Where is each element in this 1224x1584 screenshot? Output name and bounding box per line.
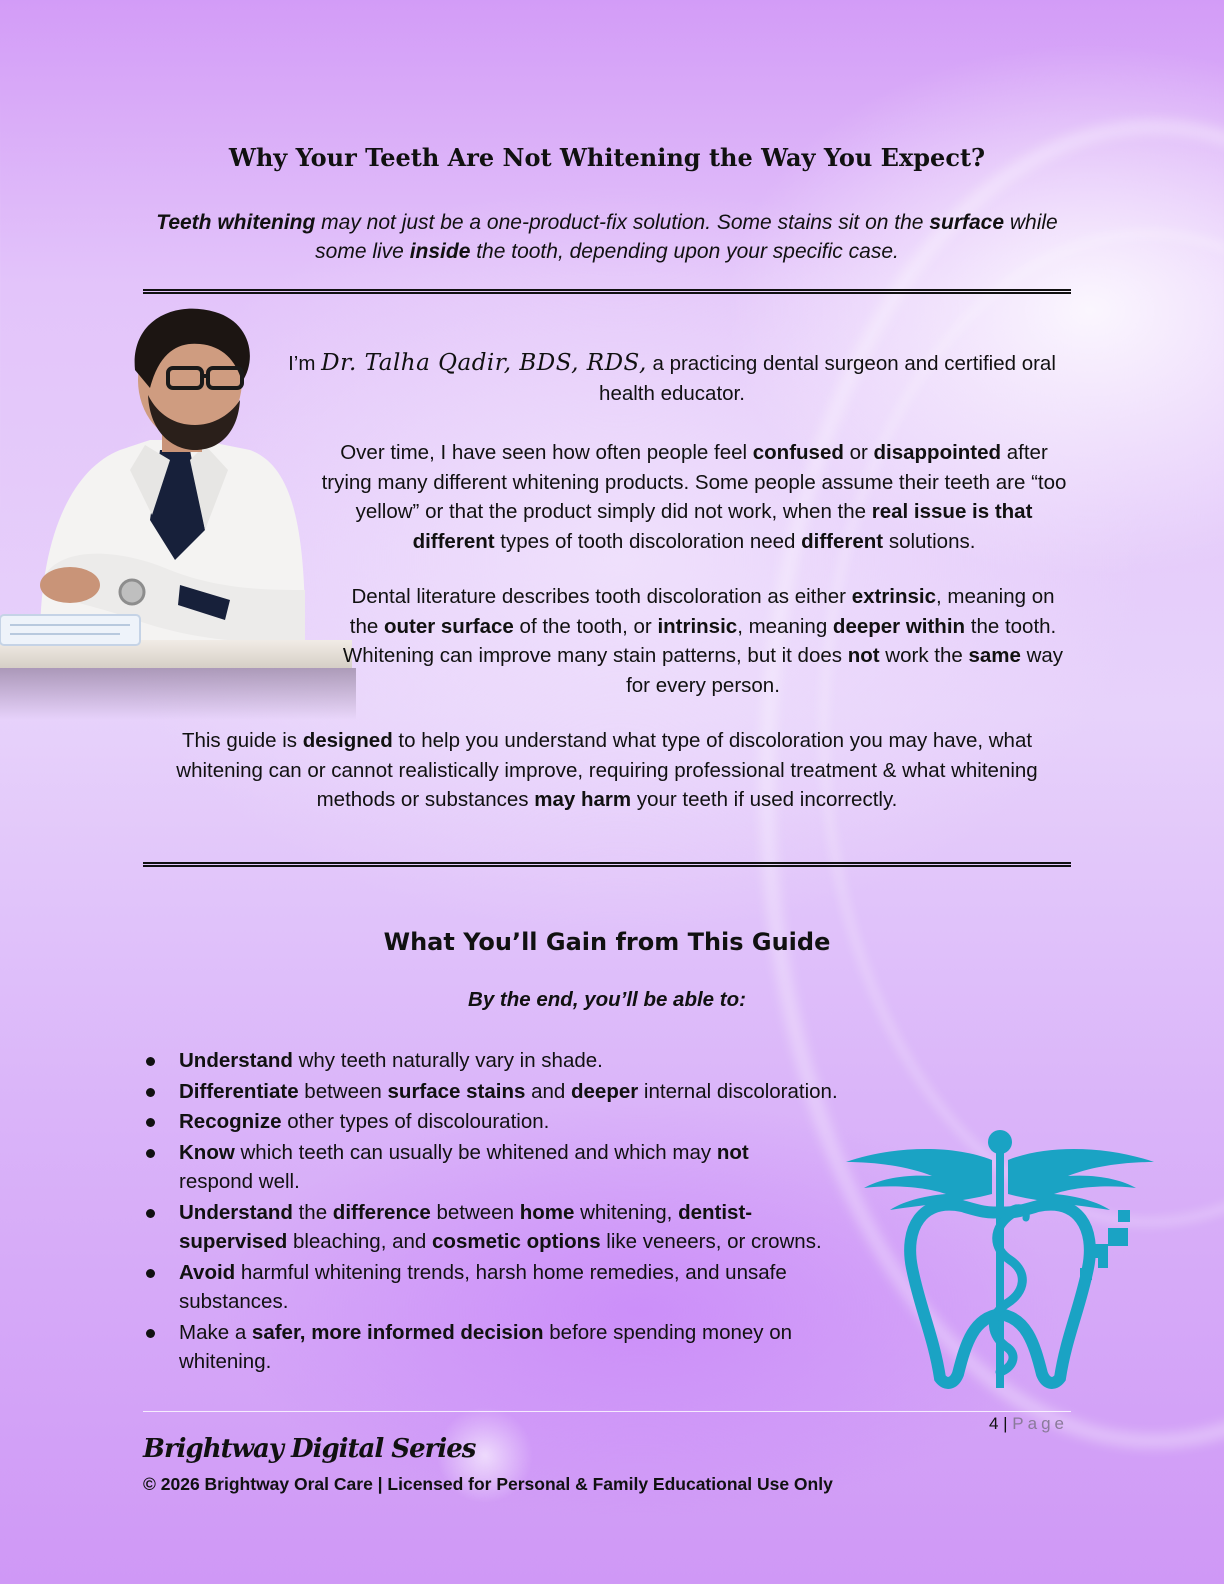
- guide-purpose-paragraph: This guide is designed to help you understand what type of discoloration you may have, what whitening can or cannot realistically improve, requiring professional treatment & what whitening methods or substances may harm your teeth if used incorrectly.: [176, 729, 1038, 811]
- bullet-icon: [146, 1088, 155, 1097]
- bullet-icon: [146, 1057, 155, 1066]
- bullet-icon: [146, 1149, 155, 1158]
- literature-paragraph: Dental literature describes tooth discoloration as either extrinsic, meaning on the outer surface of the tooth, or intrinsic, meaning deeper within the tooth. Whitening can improve many stain patterns, but it does not work the same way for every person.: [342, 585, 1064, 697]
- copyright-notice: © 2026 Brightway Oral Care | Licensed for Personal & Family Educational Use Only: [143, 1474, 833, 1494]
- footer-divider: [143, 1411, 1071, 1412]
- intro-text: Teeth whitening may not just be a one-product-fix solution. Some stains sit on the surface while some live inside the tooth, depending upon your specific case.: [156, 211, 1058, 263]
- experience-paragraph: Over time, I have seen how often people feel confused or disappointed after trying many different whitening products. Some people assume their teeth are “too yellow” or that the product simply did not work, when the real issue is that different types of tooth discoloration need different solutions.: [321, 441, 1067, 553]
- bullet-icon: [146, 1329, 155, 1338]
- bio-paragraph: I’m Dr. Talha Qadir, BDS, RDS, a practicing dental surgeon and certified oral health educator.: [288, 350, 1056, 405]
- list-item: Know which teeth can usually be whitened and which may not respond well.: [143, 1138, 819, 1197]
- section-subheading: By the end, you’ll be able to:: [468, 988, 746, 1011]
- series-title: Brightway Digital Series: [143, 1434, 476, 1464]
- bullet-icon: [146, 1269, 155, 1278]
- list-item: Differentiate between surface stains and deeper internal discoloration.: [143, 1077, 863, 1107]
- caduceus-tooth-logo-icon: [842, 1128, 1158, 1390]
- list-item: Make a safer, more informed decision before spending money on whitening.: [143, 1318, 859, 1377]
- divider-bottom: [143, 862, 1071, 867]
- list-item: Understand the difference between home whitening, dentist-supervised bleaching, and cosmetic options like veneers, or crowns.: [143, 1198, 859, 1257]
- section-heading: What You’ll Gain from This Guide: [383, 928, 831, 956]
- list-item: Understand why teeth naturally vary in shade.: [143, 1046, 863, 1076]
- bullet-icon: [146, 1118, 155, 1127]
- list-item: Recognize other types of discolouration.: [143, 1107, 863, 1137]
- divider-top: [143, 289, 1071, 294]
- page-title: Why Your Teeth Are Not Whitening the Way You Expect?: [228, 143, 986, 172]
- benefits-list: [143, 1046, 863, 1378]
- bullet-icon: [146, 1209, 155, 1218]
- list-item: Avoid harmful whitening trends, harsh home remedies, and unsafe substances.: [143, 1258, 859, 1317]
- page-number: 4 | Page: [988, 1414, 1068, 1433]
- doctor-name: Dr. Talha Qadir, BDS, RDS,: [321, 350, 647, 376]
